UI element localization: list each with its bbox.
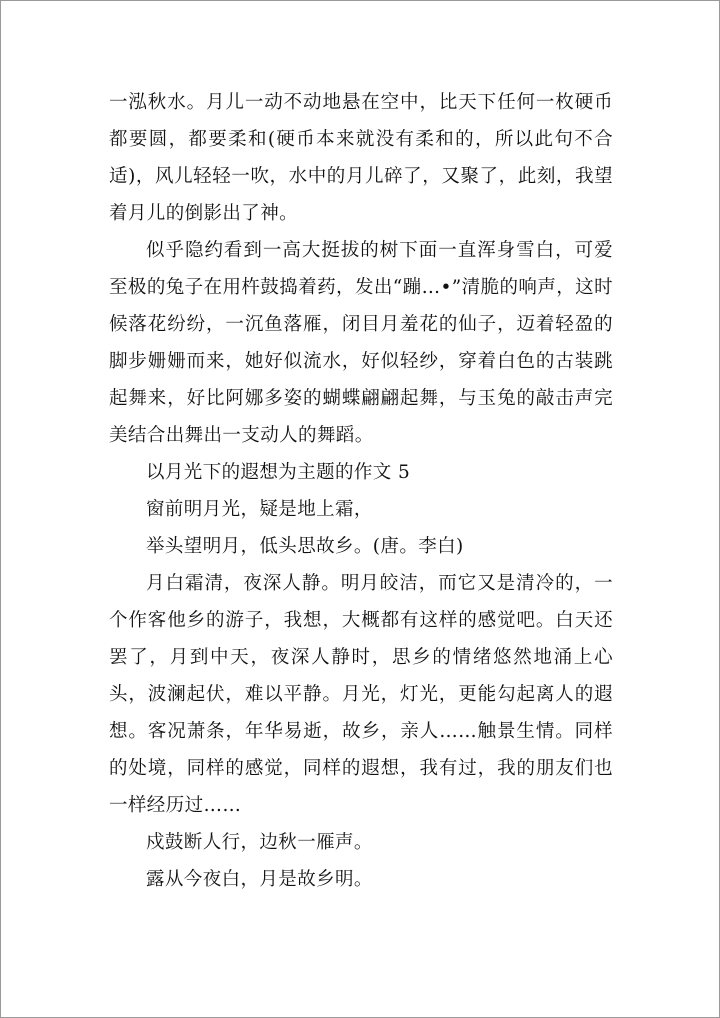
paragraph-moonlight: 月白霜清，夜深人静。明月皎洁，而它又是清冷的，一个作客他乡的游子，我想，大概都有这样的感觉吧。白天还罢了，月到中天，夜深人静时，思乡的情绪悠然地涌上心头，波澜起伏，难以平静。月光，灯光，更能勾起离人的遐想。客况萧条，年华易逝，故乡，亲人……触景生情。同样的处境，同样的感觉，同样的遐想，我有过，我的朋友们也一样经历过…… [109, 573, 613, 816]
poem-line-1: 窗前明月光，疑是地上霜， [146, 499, 373, 520]
poem-line-4: 露从今夜白，月是故乡明。 [146, 869, 373, 890]
poem-line-2: 举头望明月，低头思故乡。(唐。李白) [146, 536, 464, 557]
poem-line-3: 戍鼓断人行，边秋一雁声。 [146, 832, 373, 853]
body-text [109, 84, 613, 898]
paragraph-rabbit: 似乎隐约看到一高大挺拔的树下面一直浑身雪白，可爱至极的兔子在用杵鼓捣着药，发出“蹦…•”清脆的响声，这时候落花纷纷，一沉鱼落雁，闭目月羞花的仙子，迈着轻盈的脚步姗姗而来，她好似流水，好似轻纱，穿着白色的古装跳起舞来，好比阿娜多姿的蝴蝶翩翩起舞，与玉兔的敲击声完美结合出舞出一支动人的舞蹈。 [109, 240, 613, 446]
paragraph-continued: 一泓秋水。月儿一动不动地悬在空中，比天下任何一枚硬币都要圆，都要柔和(硬币本来就没有柔和的，所以此句不合适)，风儿轻轻一吹，水中的月儿碎了，又聚了，此刻，我望着月儿的倒影出了神。 [109, 92, 613, 224]
essay-heading: 以月光下的遐想为主题的作文 5 [146, 462, 411, 483]
